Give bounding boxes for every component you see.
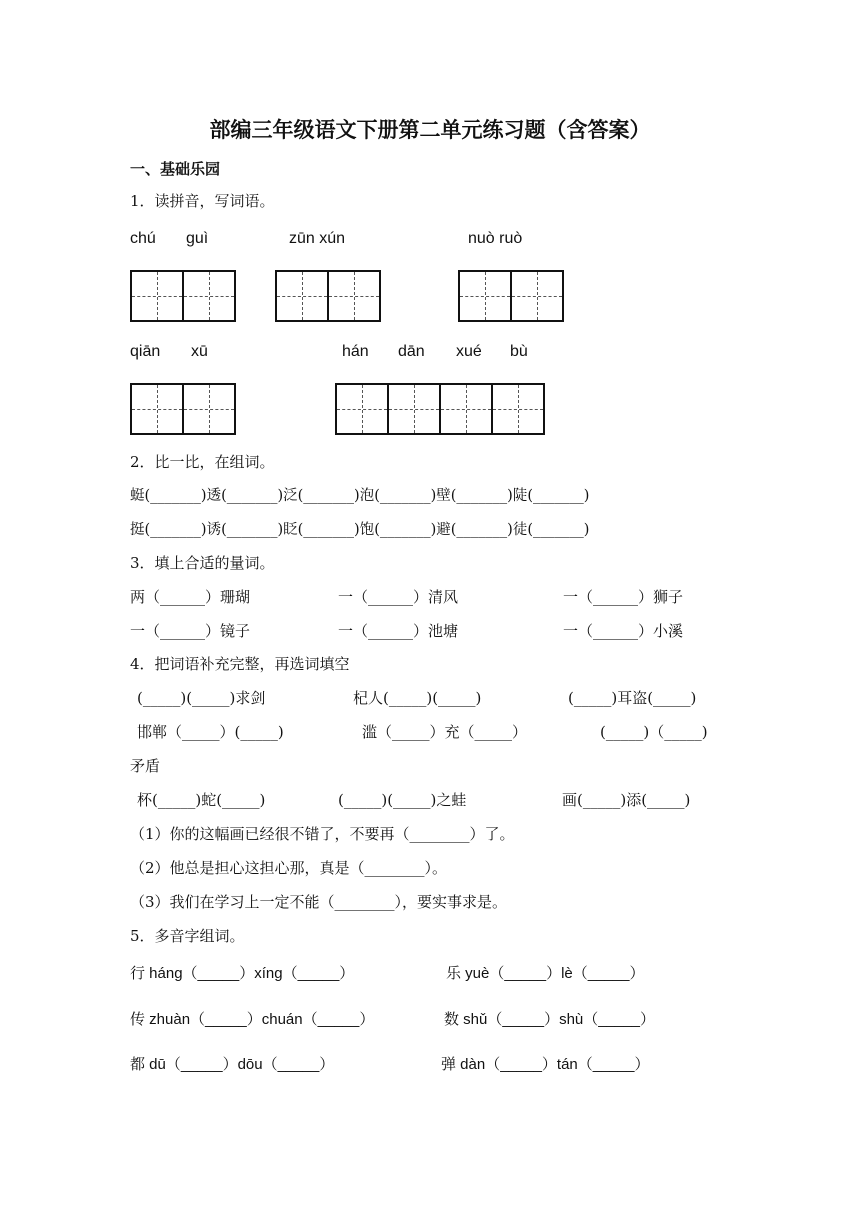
question-4-label: 4．把词语补充完整，再选词填空 xyxy=(130,655,350,673)
page-title: 部编三年级语文下册第二单元练习题（含答案） xyxy=(209,118,651,142)
pinyin-bu: bù xyxy=(510,343,528,360)
question-2-label: 2．比一比，在组词。 xyxy=(130,453,275,471)
idiom-item[interactable]: (_____)（_____) xyxy=(600,723,708,741)
writing-cell[interactable] xyxy=(458,270,512,322)
pinyin-xu: xū xyxy=(191,343,208,360)
writing-cell[interactable] xyxy=(275,270,329,322)
question-3-label: 3．填上合适的量词。 xyxy=(130,554,275,572)
compare-line-1[interactable]: 蜓(_______)透(_______)泛(_______)泡(_______)壁(_______)陡(_______) xyxy=(130,488,590,504)
writing-cell[interactable] xyxy=(182,383,236,435)
compare-line-2[interactable]: 挺(_______)诱(_______)眨(_______)饱(_______)避(_______)徒(_______) xyxy=(130,522,590,538)
fill-sentence-2[interactable]: （2）他总是担心这担心那，真是（________）。 xyxy=(130,859,448,877)
idiom-item[interactable]: 邯郸（_____）(_____) xyxy=(137,723,284,741)
writing-cell[interactable] xyxy=(130,270,184,322)
measure-word-item[interactable]: 一（______）清风 xyxy=(338,588,459,606)
pinyin-qian: qiān xyxy=(130,343,161,360)
fill-sentence-1[interactable]: （1）你的这幅画已经很不错了，不要再（________）了。 xyxy=(130,825,515,843)
question-1-label: 1．读拼音，写词语。 xyxy=(130,192,275,210)
writing-grid-3[interactable] xyxy=(458,270,564,322)
writing-grid-1[interactable] xyxy=(130,270,236,322)
polyphone-item[interactable]: 数 shǔ（_____）shù（_____） xyxy=(444,1011,655,1028)
idiom-item[interactable]: (_____)(_____)之蛙 xyxy=(338,791,467,809)
pinyin-xue: xué xyxy=(456,343,482,360)
pinyin-chu: chú xyxy=(130,230,156,247)
polyphone-item[interactable]: 弹 dàn（_____）tán（_____） xyxy=(441,1056,650,1073)
polyphone-item[interactable]: 乐 yuè（_____）lè（_____） xyxy=(446,965,645,982)
writing-grid-4[interactable] xyxy=(130,383,236,435)
writing-cell[interactable] xyxy=(387,383,441,435)
writing-cell[interactable] xyxy=(327,270,381,322)
idiom-item[interactable]: (_____)(_____)求剑 xyxy=(137,689,266,707)
measure-word-item[interactable]: 两（______）珊瑚 xyxy=(130,588,251,606)
pinyin-han: hán xyxy=(342,343,369,360)
polyphone-item[interactable]: 传 zhuàn（_____）chuán（_____） xyxy=(130,1011,375,1028)
polyphone-item[interactable]: 都 dū（_____）dōu（_____） xyxy=(130,1056,335,1073)
measure-word-item[interactable]: 一（______）池塘 xyxy=(338,622,459,640)
polyphone-item[interactable]: 行 háng（_____）xíng（_____） xyxy=(130,965,355,982)
writing-cell[interactable] xyxy=(182,270,236,322)
idiom-item: 矛盾 xyxy=(130,757,161,775)
writing-cell[interactable] xyxy=(439,383,493,435)
writing-cell[interactable] xyxy=(510,270,564,322)
fill-sentence-3[interactable]: （3）我们在学习上一定不能（________），要实事求是。 xyxy=(130,893,508,911)
measure-word-item[interactable]: 一（______）狮子 xyxy=(563,588,684,606)
pinyin-nuoruo: nuò ruò xyxy=(468,230,523,247)
writing-cell[interactable] xyxy=(130,383,184,435)
idiom-item[interactable]: 滥（_____）充（_____） xyxy=(362,723,528,741)
pinyin-zunxun: zūn xún xyxy=(289,230,346,247)
writing-cell[interactable] xyxy=(491,383,545,435)
idiom-item[interactable]: 杯(_____)蛇(_____) xyxy=(137,791,266,809)
writing-grid-2[interactable] xyxy=(275,270,381,322)
pinyin-gui: guì xyxy=(186,230,209,247)
measure-word-item[interactable]: 一（______）镜子 xyxy=(130,622,251,640)
section-heading-basics: 一、基础乐园 xyxy=(130,160,221,178)
pinyin-dan: dān xyxy=(398,343,425,360)
idiom-item[interactable]: 杞人(_____)(_____) xyxy=(353,689,482,707)
writing-grid-5[interactable] xyxy=(335,383,545,435)
idiom-item[interactable]: 画(_____)添(_____) xyxy=(562,791,691,809)
idiom-item[interactable]: (_____)耳盗(_____) xyxy=(568,689,697,707)
writing-cell[interactable] xyxy=(335,383,389,435)
question-5-label: 5．多音字组词。 xyxy=(130,927,245,945)
measure-word-item[interactable]: 一（______）小溪 xyxy=(563,622,684,640)
